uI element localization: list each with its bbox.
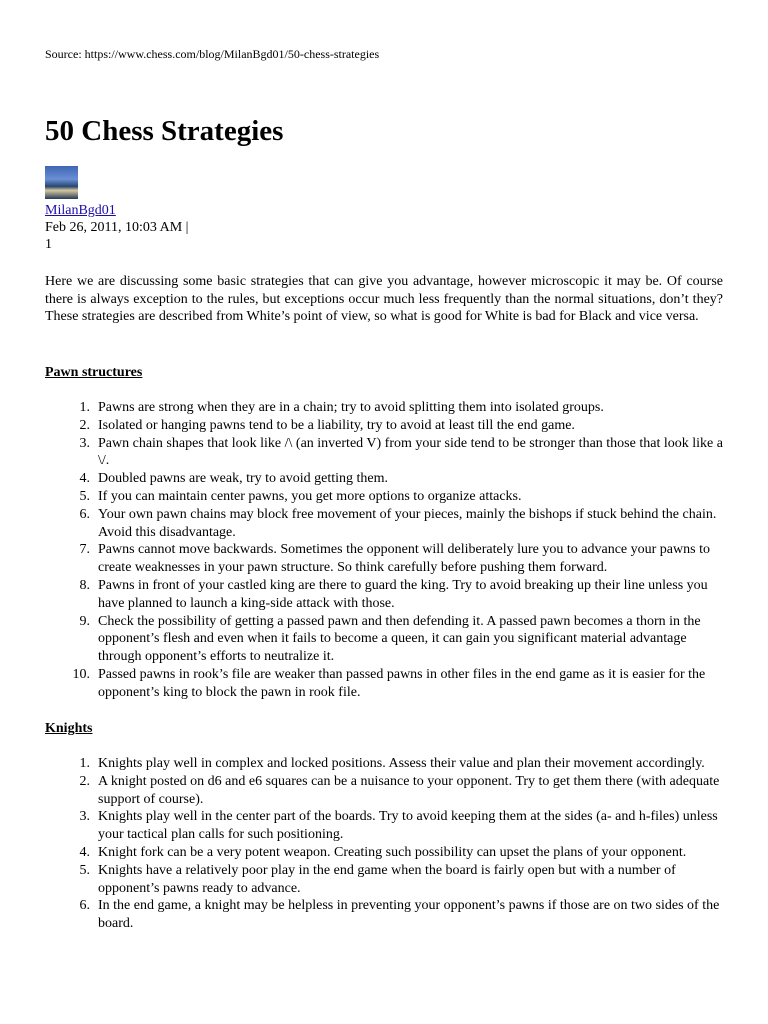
list-item — [45, 844, 723, 862]
list-item-number: 7. — [79, 542, 90, 558]
author-avatar[interactable] — [45, 166, 78, 199]
list-item-number: 10. — [72, 666, 90, 682]
list-item-text: Check the possibility of getting a passed pawn and then defending it. A passed pawn becomes a thorn in the opponent’s flesh and even when it fails to become a queen, it can gain you significant material advantage through opponent’s efforts to neutralize it. — [98, 613, 701, 665]
list-item-number: 1. — [79, 400, 90, 415]
list-item — [45, 399, 723, 417]
page-title: 50 Chess Strategies — [45, 115, 284, 147]
list-item — [45, 666, 723, 702]
section-heading-pawn-structures: Pawn structures — [45, 365, 143, 380]
post-meta — [45, 202, 188, 253]
pawn-structures-list — [45, 399, 723, 702]
list-item-number: 8. — [79, 577, 90, 593]
list-item-number: 4. — [79, 471, 90, 487]
list-item-number: 3. — [79, 809, 90, 825]
list-item-number: 9. — [79, 613, 90, 629]
knights-list — [45, 755, 723, 933]
list-item-text: Knights play well in complex and locked positions. Assess their value and plan their movement accordingly. — [98, 756, 705, 771]
list-item-text: Pawns cannot move backwards. Sometimes the opponent will deliberately lure you to advance your pawns to create weaknesses in your pawn structure. So think carefully before pushing them forward. — [98, 542, 710, 576]
list-item-number: 6. — [79, 506, 90, 522]
list-item-text: Pawn chain shapes that look like /\ (an inverted V) from your side tend to be stronger than those that look like a \/. — [98, 435, 723, 469]
list-item-text: Your own pawn chains may block free movement of your pieces, mainly the bishops if stuck behind the chain. Avoid this disadvantage. — [98, 506, 717, 540]
list-item-text: In the end game, a knight may be helpless in preventing your opponent’s pawns if those are on two sides of the board. — [98, 898, 720, 932]
list-item-number: 3. — [79, 435, 90, 451]
list-item-number: 4. — [79, 844, 90, 860]
list-item-text: If you can maintain center pawns, you get more options to organize attacks. — [98, 488, 522, 504]
source-line: Source: https://www.chess.com/blog/MilanBgd01/50-chess-strategies — [45, 47, 380, 61]
list-item — [45, 773, 723, 809]
list-item — [45, 897, 723, 933]
list-item-number: 5. — [79, 488, 90, 504]
post-date: Feb 26, 2011, 10:03 AM | — [45, 220, 189, 235]
list-item — [45, 613, 723, 666]
intro-paragraph: Here we are discussing some basic strategies that can give you advantage, however microscopic it may be. Of course there is always exception to the rules, but exceptions occur much less frequently than the normal situations, don’t they? These strategies are described from White’s point of view, so what is good for White is bad for Black and vice versa. — [45, 274, 723, 325]
list-item-number: 1. — [79, 756, 90, 771]
list-item-text: Pawns in front of your castled king are there to guard the king. Try to avoid breaking up their line unless you have planned to launch a king-side attack with those. — [98, 577, 708, 611]
list-item — [45, 417, 723, 435]
comment-count: 1 — [45, 237, 52, 252]
list-item-text: Passed pawns in rook’s file are weaker than passed pawns in other files in the end game as it is easier for the opponent’s king to block the pawn in rook file. — [98, 666, 706, 700]
list-item — [45, 755, 723, 773]
list-item-text: Doubled pawns are weak, try to avoid getting them. — [98, 471, 389, 487]
list-item-number: 2. — [79, 773, 90, 789]
list-item-text: A knight posted on d6 and e6 squares can be a nuisance to your opponent. Try to get them there (with adequate support of course). — [98, 773, 720, 807]
list-item — [45, 577, 723, 613]
list-item — [45, 506, 723, 542]
list-item — [45, 470, 723, 488]
list-item-number: 6. — [79, 898, 90, 914]
list-item — [45, 862, 723, 898]
list-item — [45, 808, 723, 844]
list-item-text: Knights play well in the center part of the boards. Try to avoid keeping them at the sides (a- and h-files) unless your tactical plan calls for such positioning. — [98, 809, 718, 843]
list-item-text: Knights have a relatively poor play in the end game when the board is fairly open but with a number of opponent’s pawns ready to advance. — [98, 862, 676, 896]
list-item — [45, 541, 723, 577]
list-item — [45, 488, 723, 506]
list-item — [45, 435, 723, 471]
section-heading-knights: Knights — [45, 721, 93, 736]
list-item-text: Isolated or hanging pawns tend to be a liability, try to avoid at least till the end game. — [98, 417, 575, 433]
list-item-number: 2. — [79, 417, 90, 433]
list-item-text: Knight fork can be a very potent weapon. Creating such possibility can upset the plans of your opponent. — [98, 844, 687, 860]
list-item-number: 5. — [79, 862, 90, 878]
author-link[interactable]: MilanBgd01 — [45, 203, 116, 218]
list-item-text: Pawns are strong when they are in a chain; try to avoid splitting them into isolated groups. — [98, 400, 604, 415]
